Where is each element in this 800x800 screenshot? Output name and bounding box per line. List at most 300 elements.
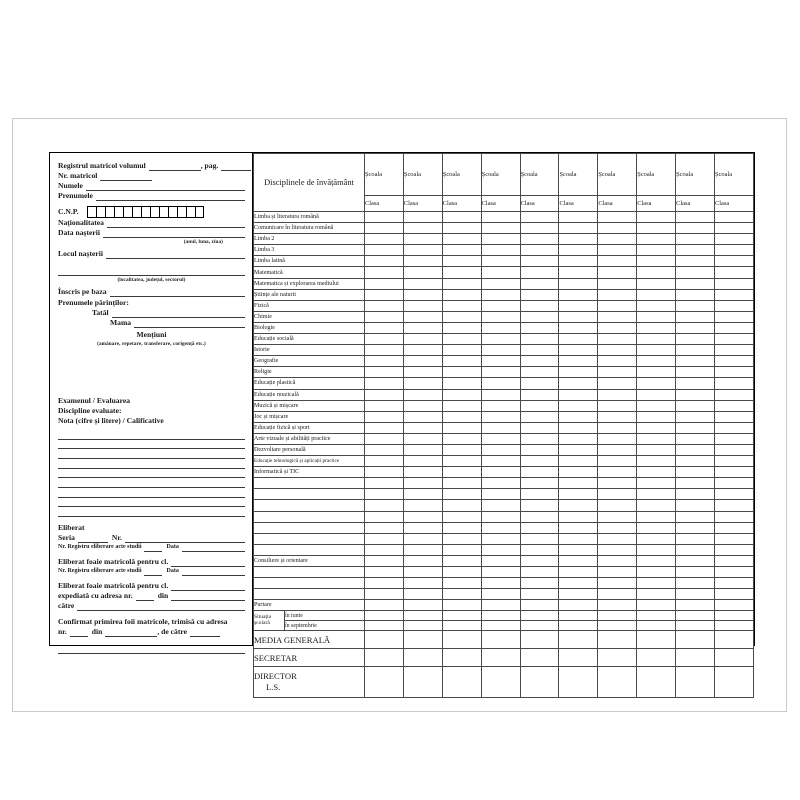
mark-cell-r28-c4[interactable]	[481, 511, 520, 522]
mark-cell-rsecretar-c4[interactable]	[481, 649, 520, 667]
mark-cell-r17-c4[interactable]	[481, 389, 520, 400]
mark-cell-r19-c4[interactable]	[481, 411, 520, 422]
grade-line-6[interactable]	[58, 478, 245, 488]
mark-cell-r20-c6[interactable]	[559, 422, 598, 433]
mark-cell-r27-c1[interactable]	[365, 500, 404, 511]
mark-cell-r25-c5[interactable]	[520, 478, 559, 489]
grade-line-1[interactable]	[58, 430, 245, 440]
data-2-input[interactable]	[182, 567, 245, 576]
subject-blank[interactable]	[254, 500, 365, 511]
mark-cell-r19-c2[interactable]	[403, 411, 442, 422]
mark-cell-r26-c4[interactable]	[481, 489, 520, 500]
mark-cell-r4-c5[interactable]	[520, 245, 559, 256]
mark-cell-r24-c10[interactable]	[715, 467, 754, 478]
subject-label[interactable]: Științe ale naturii	[254, 289, 365, 300]
mark-cell-r6-c9[interactable]	[676, 267, 715, 278]
mark-cell-r6-c2[interactable]	[403, 267, 442, 278]
mark-cell-r25-c8[interactable]	[637, 478, 676, 489]
mark-cell-r25-c7[interactable]	[598, 478, 637, 489]
grade-line-8[interactable]	[58, 498, 245, 508]
grade-line-5[interactable]	[58, 469, 245, 479]
inscris-input[interactable]	[110, 287, 245, 297]
mark-cell-r22-c8[interactable]	[637, 444, 676, 455]
mark-cell-rsit-sept-c6[interactable]	[559, 621, 598, 631]
mark-cell-r7-c7[interactable]	[598, 278, 637, 289]
mark-cell-r12-c6[interactable]	[559, 334, 598, 345]
mark-cell-rsecretar-c3[interactable]	[442, 649, 481, 667]
mark-cell-r17-c10[interactable]	[715, 389, 754, 400]
mark-cell-r20-c10[interactable]	[715, 422, 754, 433]
mark-cell-r18-c9[interactable]	[676, 400, 715, 411]
mark-cell-r30-c3[interactable]	[442, 533, 481, 544]
mark-cell-r34-c2[interactable]	[403, 578, 442, 589]
mark-cell-r5-c7[interactable]	[598, 256, 637, 267]
mark-cell-r10-c7[interactable]	[598, 311, 637, 322]
subject-label[interactable]: Muzică și mișcare	[254, 400, 365, 411]
mark-cell-r34-c3[interactable]	[442, 578, 481, 589]
mark-cell-r35-c5[interactable]	[520, 589, 559, 600]
mark-cell-r15-c8[interactable]	[637, 367, 676, 378]
mark-cell-r3-c10[interactable]	[715, 234, 754, 245]
mark-cell-r16-c10[interactable]	[715, 378, 754, 389]
school-header-8[interactable]: Școala	[637, 154, 676, 196]
mark-cell-r8-c6[interactable]	[559, 289, 598, 300]
mark-cell-r11-c10[interactable]	[715, 322, 754, 333]
subject-label[interactable]: Limba 2	[254, 234, 365, 245]
mark-cell-r24-c7[interactable]	[598, 467, 637, 478]
mark-cell-r7-c9[interactable]	[676, 278, 715, 289]
mark-cell-r31-c1[interactable]	[365, 544, 404, 555]
mark-cell-r34-c6[interactable]	[559, 578, 598, 589]
mark-cell-r5-c9[interactable]	[676, 256, 715, 267]
mark-cell-r12-c9[interactable]	[676, 334, 715, 345]
mark-cell-r25-c6[interactable]	[559, 478, 598, 489]
mark-cell-r18-c10[interactable]	[715, 400, 754, 411]
mark-cell-r11-c3[interactable]	[442, 322, 481, 333]
mark-cell-r28-c3[interactable]	[442, 511, 481, 522]
mark-cell-r14-c9[interactable]	[676, 356, 715, 367]
mark-cell-r13-c2[interactable]	[403, 345, 442, 356]
mark-cell-r34-c7[interactable]	[598, 578, 637, 589]
mark-cell-r35-c6[interactable]	[559, 589, 598, 600]
mark-cell-r33-c6[interactable]	[559, 567, 598, 578]
mark-cell-r32-c9[interactable]	[676, 555, 715, 566]
mark-cell-r25-c3[interactable]	[442, 478, 481, 489]
mark-cell-r30-c5[interactable]	[520, 533, 559, 544]
mark-cell-r15-c4[interactable]	[481, 367, 520, 378]
mark-cell-r30-c8[interactable]	[637, 533, 676, 544]
grade-line-4[interactable]	[58, 459, 245, 469]
mark-cell-r12-c8[interactable]	[637, 334, 676, 345]
mark-cell-r3-c3[interactable]	[442, 234, 481, 245]
cnp-box-6[interactable]	[132, 206, 141, 218]
mark-cell-r24-c3[interactable]	[442, 467, 481, 478]
mark-cell-r21-c6[interactable]	[559, 433, 598, 444]
mark-cell-r34-c1[interactable]	[365, 578, 404, 589]
mark-cell-r24-c4[interactable]	[481, 467, 520, 478]
numele-input[interactable]	[86, 181, 245, 191]
mark-cell-r23-c3[interactable]	[442, 456, 481, 467]
mark-cell-r32-c10[interactable]	[715, 555, 754, 566]
mark-cell-r20-c9[interactable]	[676, 422, 715, 433]
mark-cell-r27-c9[interactable]	[676, 500, 715, 511]
mark-cell-r1-c7[interactable]	[598, 212, 637, 223]
seria-input[interactable]	[78, 533, 108, 543]
mark-cell-r3-c5[interactable]	[520, 234, 559, 245]
class-header-2[interactable]: Clasa	[403, 196, 442, 212]
class-header-6[interactable]: Clasa	[559, 196, 598, 212]
mark-cell-rsit-sept-c2[interactable]	[403, 621, 442, 631]
mark-cell-r4-c3[interactable]	[442, 245, 481, 256]
mark-cell-rsit-sept-c1[interactable]	[365, 621, 404, 631]
mark-cell-r22-c6[interactable]	[559, 444, 598, 455]
mark-cell-r31-c6[interactable]	[559, 544, 598, 555]
mark-cell-r29-c4[interactable]	[481, 522, 520, 533]
mark-cell-r14-c7[interactable]	[598, 356, 637, 367]
mark-cell-r10-c9[interactable]	[676, 311, 715, 322]
subject-label[interactable]: Informatică și TIC	[254, 467, 365, 478]
mark-cell-r11-c6[interactable]	[559, 322, 598, 333]
school-header-2[interactable]: Școala	[403, 154, 442, 196]
mark-cell-r30-c1[interactable]	[365, 533, 404, 544]
school-header-9[interactable]: Școala	[676, 154, 715, 196]
mark-cell-r33-c2[interactable]	[403, 567, 442, 578]
mark-cell-r18-c2[interactable]	[403, 400, 442, 411]
mark-cell-r12-c3[interactable]	[442, 334, 481, 345]
mark-cell-rpurtare-c7[interactable]	[598, 600, 637, 611]
mark-cell-r12-c7[interactable]	[598, 334, 637, 345]
subject-label[interactable]: Arte vizuale și abilități practice	[254, 433, 365, 444]
cnp-box-8[interactable]	[150, 206, 159, 218]
mark-cell-r5-c5[interactable]	[520, 256, 559, 267]
mark-cell-r35-c2[interactable]	[403, 589, 442, 600]
cnp-box-4[interactable]	[114, 206, 123, 218]
mark-cell-r31-c8[interactable]	[637, 544, 676, 555]
mark-cell-rpurtare-c10[interactable]	[715, 600, 754, 611]
mark-cell-r23-c7[interactable]	[598, 456, 637, 467]
data-nasterii-input[interactable]	[103, 228, 245, 238]
nr-matricol-input[interactable]	[100, 171, 152, 181]
cnp-input-boxes[interactable]	[87, 206, 204, 218]
mark-cell-r8-c9[interactable]	[676, 289, 715, 300]
mark-cell-r6-c1[interactable]	[365, 267, 404, 278]
mark-cell-r5-c1[interactable]	[365, 256, 404, 267]
mark-cell-r21-c4[interactable]	[481, 433, 520, 444]
mark-cell-r12-c5[interactable]	[520, 334, 559, 345]
grade-line-3[interactable]	[58, 449, 245, 459]
mark-cell-r16-c2[interactable]	[403, 378, 442, 389]
mark-cell-r9-c1[interactable]	[365, 300, 404, 311]
mark-cell-r15-c2[interactable]	[403, 367, 442, 378]
mark-cell-r18-c7[interactable]	[598, 400, 637, 411]
school-header-3[interactable]: Școala	[442, 154, 481, 196]
mark-cell-r1-c10[interactable]	[715, 212, 754, 223]
mark-cell-rsecretar-c2[interactable]	[403, 649, 442, 667]
mark-cell-r14-c1[interactable]	[365, 356, 404, 367]
mark-cell-r29-c3[interactable]	[442, 522, 481, 533]
expediata-nr-input[interactable]	[136, 591, 154, 601]
mark-cell-rdirector-c7[interactable]	[598, 667, 637, 698]
mark-cell-r9-c2[interactable]	[403, 300, 442, 311]
mark-cell-r6-c6[interactable]	[559, 267, 598, 278]
subject-blank[interactable]	[254, 544, 365, 555]
mark-cell-r19-c9[interactable]	[676, 411, 715, 422]
mark-cell-r20-c4[interactable]	[481, 422, 520, 433]
mark-cell-r35-c8[interactable]	[637, 589, 676, 600]
mark-cell-rmedia-generala-c5[interactable]	[520, 631, 559, 649]
mark-cell-r32-c1[interactable]	[365, 555, 404, 566]
mark-cell-rsit-sept-c3[interactable]	[442, 621, 481, 631]
mark-cell-r29-c7[interactable]	[598, 522, 637, 533]
mark-cell-r22-c1[interactable]	[365, 444, 404, 455]
confirmat-catre-input[interactable]	[190, 627, 220, 637]
grade-line-7[interactable]	[58, 488, 245, 498]
subject-label[interactable]: Educație tehnologică și aplicații practice	[254, 456, 365, 467]
class-header-9[interactable]: Clasa	[676, 196, 715, 212]
mark-cell-rsit-iunie-c6[interactable]	[559, 611, 598, 621]
mark-cell-r34-c9[interactable]	[676, 578, 715, 589]
mark-cell-rsit-iunie-c2[interactable]	[403, 611, 442, 621]
mark-cell-r34-c5[interactable]	[520, 578, 559, 589]
mark-cell-r29-c2[interactable]	[403, 522, 442, 533]
mark-cell-r27-c10[interactable]	[715, 500, 754, 511]
mark-cell-r11-c4[interactable]	[481, 322, 520, 333]
mark-cell-r35-c4[interactable]	[481, 589, 520, 600]
mark-cell-r21-c1[interactable]	[365, 433, 404, 444]
mark-cell-r26-c8[interactable]	[637, 489, 676, 500]
mark-cell-r23-c9[interactable]	[676, 456, 715, 467]
mark-cell-r15-c10[interactable]	[715, 367, 754, 378]
mark-cell-r33-c8[interactable]	[637, 567, 676, 578]
mark-cell-r7-c6[interactable]	[559, 278, 598, 289]
nationalitatea-input[interactable]	[107, 218, 245, 228]
mark-cell-r4-c1[interactable]	[365, 245, 404, 256]
mark-cell-r29-c9[interactable]	[676, 522, 715, 533]
mark-cell-r3-c9[interactable]	[676, 234, 715, 245]
subject-blank[interactable]	[254, 533, 365, 544]
mark-cell-r27-c8[interactable]	[637, 500, 676, 511]
grade-line-2[interactable]	[58, 440, 245, 450]
mark-cell-r5-c8[interactable]	[637, 256, 676, 267]
mark-cell-r5-c3[interactable]	[442, 256, 481, 267]
mark-cell-r18-c1[interactable]	[365, 400, 404, 411]
mark-cell-rsecretar-c9[interactable]	[676, 649, 715, 667]
mark-cell-r1-c9[interactable]	[676, 212, 715, 223]
class-header-4[interactable]: Clasa	[481, 196, 520, 212]
mark-cell-r19-c10[interactable]	[715, 411, 754, 422]
confirmat-din-input[interactable]	[105, 627, 157, 637]
mark-cell-rpurtare-c8[interactable]	[637, 600, 676, 611]
mark-cell-r32-c8[interactable]	[637, 555, 676, 566]
cnp-box-12[interactable]	[186, 206, 195, 218]
mark-cell-r15-c7[interactable]	[598, 367, 637, 378]
mark-cell-rpurtare-c1[interactable]	[365, 600, 404, 611]
mark-cell-r6-c7[interactable]	[598, 267, 637, 278]
subject-blank[interactable]	[254, 567, 365, 578]
school-header-7[interactable]: Școala	[598, 154, 637, 196]
mark-cell-rsecretar-c7[interactable]	[598, 649, 637, 667]
mark-cell-r14-c10[interactable]	[715, 356, 754, 367]
mark-cell-r31-c5[interactable]	[520, 544, 559, 555]
mark-cell-r19-c1[interactable]	[365, 411, 404, 422]
mark-cell-r23-c8[interactable]	[637, 456, 676, 467]
mark-cell-r1-c8[interactable]	[637, 212, 676, 223]
mark-cell-r33-c1[interactable]	[365, 567, 404, 578]
mark-cell-r8-c4[interactable]	[481, 289, 520, 300]
mark-cell-rsecretar-c1[interactable]	[365, 649, 404, 667]
mark-cell-r33-c5[interactable]	[520, 567, 559, 578]
mark-cell-r35-c10[interactable]	[715, 589, 754, 600]
mark-cell-r31-c10[interactable]	[715, 544, 754, 555]
class-header-8[interactable]: Clasa	[637, 196, 676, 212]
school-header-6[interactable]: Școala	[559, 154, 598, 196]
class-header-1[interactable]: Clasa	[365, 196, 404, 212]
prenumele-input[interactable]	[96, 191, 245, 201]
mark-cell-r11-c9[interactable]	[676, 322, 715, 333]
mark-cell-r24-c6[interactable]	[559, 467, 598, 478]
mark-cell-r6-c8[interactable]	[637, 267, 676, 278]
registru-eliberare-1-input[interactable]	[144, 543, 162, 552]
mark-cell-r2-c5[interactable]	[520, 223, 559, 234]
mark-cell-r2-c1[interactable]	[365, 223, 404, 234]
mark-cell-r1-c2[interactable]	[403, 212, 442, 223]
mark-cell-r2-c3[interactable]	[442, 223, 481, 234]
mark-cell-r7-c8[interactable]	[637, 278, 676, 289]
foaie-2-input[interactable]	[171, 581, 245, 591]
nr-input[interactable]	[125, 533, 245, 543]
catre-1-input[interactable]	[77, 601, 245, 611]
locul-nasterii-input[interactable]	[106, 249, 245, 259]
mark-cell-rsit-iunie-c3[interactable]	[442, 611, 481, 621]
mark-cell-rmedia-generala-c3[interactable]	[442, 631, 481, 649]
mark-cell-r13-c6[interactable]	[559, 345, 598, 356]
subject-blank[interactable]	[254, 511, 365, 522]
mark-cell-r33-c9[interactable]	[676, 567, 715, 578]
mark-cell-r30-c6[interactable]	[559, 533, 598, 544]
mark-cell-rmedia-generala-c9[interactable]	[676, 631, 715, 649]
subject-label[interactable]: Chimie	[254, 311, 365, 322]
mark-cell-rsecretar-c6[interactable]	[559, 649, 598, 667]
mark-cell-r9-c6[interactable]	[559, 300, 598, 311]
school-header-10[interactable]: Școala	[715, 154, 754, 196]
registru-eliberare-2-input[interactable]	[144, 567, 162, 576]
mark-cell-r19-c5[interactable]	[520, 411, 559, 422]
mark-cell-r28-c5[interactable]	[520, 511, 559, 522]
mark-cell-r21-c10[interactable]	[715, 433, 754, 444]
mark-cell-r33-c7[interactable]	[598, 567, 637, 578]
mark-cell-r23-c10[interactable]	[715, 456, 754, 467]
expediata-din-input[interactable]	[171, 591, 245, 601]
mark-cell-r25-c10[interactable]	[715, 478, 754, 489]
mark-cell-r34-c4[interactable]	[481, 578, 520, 589]
mark-cell-r17-c9[interactable]	[676, 389, 715, 400]
mark-cell-r3-c7[interactable]	[598, 234, 637, 245]
mark-cell-r21-c2[interactable]	[403, 433, 442, 444]
mark-cell-r22-c7[interactable]	[598, 444, 637, 455]
mark-cell-r15-c9[interactable]	[676, 367, 715, 378]
subject-label[interactable]: Fizică	[254, 300, 365, 311]
mark-cell-r14-c8[interactable]	[637, 356, 676, 367]
mark-cell-rdirector-c3[interactable]	[442, 667, 481, 698]
cnp-box-2[interactable]	[96, 206, 105, 218]
mark-cell-rsecretar-c5[interactable]	[520, 649, 559, 667]
subject-blank[interactable]	[254, 578, 365, 589]
class-header-5[interactable]: Clasa	[520, 196, 559, 212]
mark-cell-r15-c6[interactable]	[559, 367, 598, 378]
mark-cell-r26-c6[interactable]	[559, 489, 598, 500]
mark-cell-r11-c7[interactable]	[598, 322, 637, 333]
mark-cell-r29-c1[interactable]	[365, 522, 404, 533]
registru-volum-input[interactable]	[149, 161, 201, 171]
subject-label[interactable]: Matematică	[254, 267, 365, 278]
mark-cell-r8-c7[interactable]	[598, 289, 637, 300]
subject-label[interactable]: Consiliere și orientare	[254, 555, 365, 566]
mark-cell-r10-c3[interactable]	[442, 311, 481, 322]
mark-cell-r30-c2[interactable]	[403, 533, 442, 544]
mark-cell-rdirector-c6[interactable]	[559, 667, 598, 698]
mark-cell-r7-c10[interactable]	[715, 278, 754, 289]
school-header-4[interactable]: Școala	[481, 154, 520, 196]
mark-cell-r10-c1[interactable]	[365, 311, 404, 322]
mark-cell-rpurtare-c2[interactable]	[403, 600, 442, 611]
mark-cell-r7-c4[interactable]	[481, 278, 520, 289]
grade-line-9[interactable]	[58, 507, 245, 517]
mark-cell-r24-c9[interactable]	[676, 467, 715, 478]
mark-cell-r21-c3[interactable]	[442, 433, 481, 444]
mark-cell-r28-c6[interactable]	[559, 511, 598, 522]
mark-cell-r21-c5[interactable]	[520, 433, 559, 444]
subject-label[interactable]: Comunicare în literatura română	[254, 223, 365, 234]
mark-cell-r7-c5[interactable]	[520, 278, 559, 289]
mark-cell-r20-c1[interactable]	[365, 422, 404, 433]
mark-cell-r9-c7[interactable]	[598, 300, 637, 311]
mark-cell-r17-c8[interactable]	[637, 389, 676, 400]
mark-cell-r19-c7[interactable]	[598, 411, 637, 422]
subject-label[interactable]: Geografie	[254, 356, 365, 367]
mark-cell-rsecretar-c10[interactable]	[715, 649, 754, 667]
mark-cell-rmedia-generala-c4[interactable]	[481, 631, 520, 649]
mark-cell-r8-c8[interactable]	[637, 289, 676, 300]
mark-cell-r30-c4[interactable]	[481, 533, 520, 544]
mark-cell-r10-c5[interactable]	[520, 311, 559, 322]
mark-cell-r25-c1[interactable]	[365, 478, 404, 489]
mark-cell-r29-c6[interactable]	[559, 522, 598, 533]
mark-cell-r15-c1[interactable]	[365, 367, 404, 378]
mark-cell-r10-c6[interactable]	[559, 311, 598, 322]
mark-cell-r23-c1[interactable]	[365, 456, 404, 467]
mark-cell-rsit-sept-c4[interactable]	[481, 621, 520, 631]
locul-nasterii-input-2[interactable]	[58, 266, 245, 276]
mark-cell-r26-c2[interactable]	[403, 489, 442, 500]
mark-cell-rsit-iunie-c5[interactable]	[520, 611, 559, 621]
mark-cell-r11-c5[interactable]	[520, 322, 559, 333]
mark-cell-r28-c9[interactable]	[676, 511, 715, 522]
mark-cell-r22-c10[interactable]	[715, 444, 754, 455]
subject-label[interactable]: Educație socială	[254, 334, 365, 345]
mark-cell-rsit-iunie-c7[interactable]	[598, 611, 637, 621]
mama-input[interactable]	[134, 318, 245, 328]
mark-cell-r22-c3[interactable]	[442, 444, 481, 455]
mark-cell-r16-c9[interactable]	[676, 378, 715, 389]
mark-cell-r4-c6[interactable]	[559, 245, 598, 256]
mark-cell-r1-c4[interactable]	[481, 212, 520, 223]
mark-cell-r5-c4[interactable]	[481, 256, 520, 267]
mark-cell-r9-c8[interactable]	[637, 300, 676, 311]
mark-cell-r15-c3[interactable]	[442, 367, 481, 378]
mark-cell-r13-c1[interactable]	[365, 345, 404, 356]
mark-cell-r10-c4[interactable]	[481, 311, 520, 322]
mark-cell-r32-c7[interactable]	[598, 555, 637, 566]
